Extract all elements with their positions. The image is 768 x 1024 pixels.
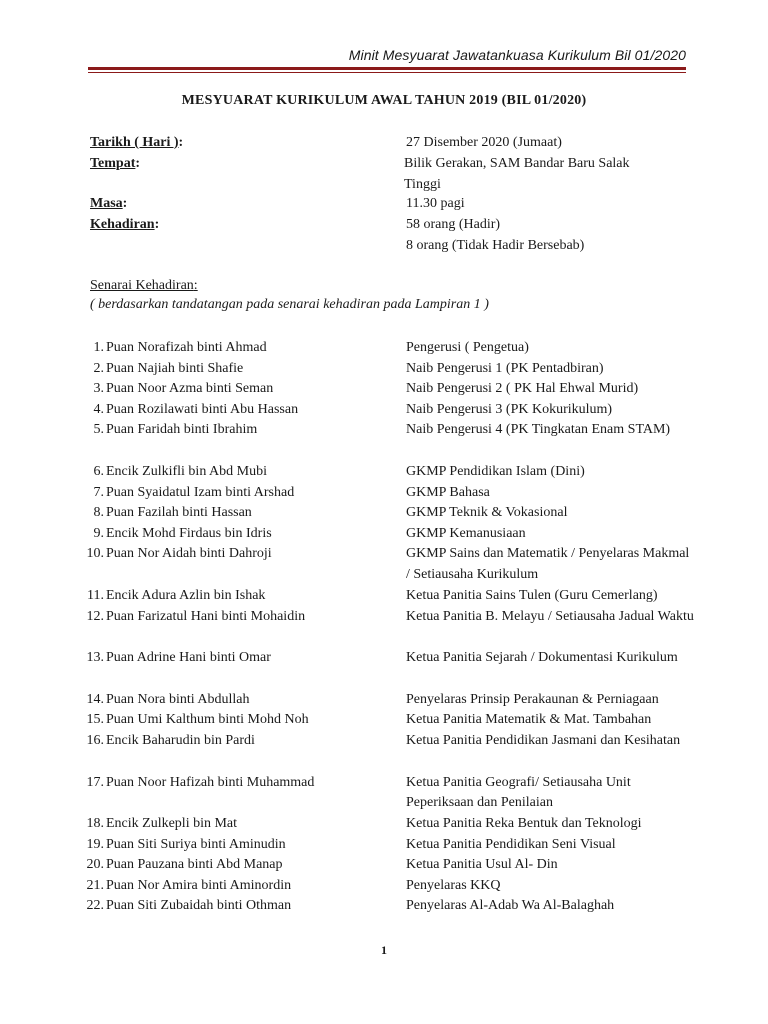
info-date-value: 27 Disember 2020 (Jumaat)	[406, 135, 562, 150]
info-time: Masa:	[90, 196, 128, 211]
attendee-name: Encik Adura Azlin bin Ishak	[106, 588, 266, 603]
attendee-number: 6.	[93, 464, 104, 479]
attendee-number: 18.	[86, 816, 104, 831]
info-time-value: 11.30 pagi	[406, 196, 465, 211]
info-date: Tarikh ( Hari ):	[90, 135, 184, 150]
attendee-name: Puan Noor Azma binti Seman	[106, 381, 274, 397]
attendee-role: Naib Pengerusi 1 (PK Pentadbiran)	[406, 360, 604, 376]
attendee-name: Encik Baharudin bin Pardi	[106, 733, 255, 748]
attendee-number: 17.	[86, 774, 104, 790]
attendee-number: 19.	[86, 836, 104, 852]
attendee-number: 1.	[93, 340, 104, 355]
attendee-name: Puan Najiah binti Shafie	[106, 360, 244, 376]
attendee-name: Puan Nora binti Abdullah	[106, 691, 250, 707]
attendance-heading: Senarai Kehadiran:	[90, 278, 198, 293]
info-place: Tempat:	[90, 156, 141, 171]
info-time-label: Masa	[90, 196, 123, 211]
attendee-number: 15.	[86, 712, 104, 727]
attendee-role: Pengerusi ( Pengetua)	[406, 340, 529, 355]
attendee-number: 14.	[86, 691, 104, 707]
attendee-role: GKMP Bahasa	[406, 484, 490, 500]
attendee-number: 21.	[86, 877, 104, 893]
attendee-name: Puan Adrine Hani binti Omar	[106, 650, 271, 665]
attendee-role: GKMP Kemanusiaan	[406, 525, 526, 541]
attendee-role: Ketua Panitia Usul Al- Din	[406, 857, 558, 873]
attendee-name: Puan Siti Suriya binti Aminudin	[106, 836, 286, 852]
info-attendance-value: 58 orang (Hadir) 8 orang (Tidak Hadir Bersebab)	[406, 217, 585, 253]
running-header: Minit Mesyuarat Jawatankuasa Kurikulum Bil 01/2020	[348, 47, 686, 63]
attendee-role: Ketua Panitia B. Melayu / Setiausaha Jadual Waktu	[406, 608, 694, 624]
attendee-name: Puan Farizatul Hani binti Mohaidin	[106, 608, 306, 624]
attendee-number: 3.	[93, 381, 104, 397]
attendee-name: Puan Rozilawati binti Abu Hassan	[106, 401, 299, 417]
info-place-label: Tempat	[90, 156, 136, 171]
attendee-role: Naib Pengerusi 4 (PK Tingkatan Enam STAM)	[406, 422, 671, 438]
header-rule-thick	[88, 67, 686, 70]
attendee-number: 7.	[93, 484, 104, 500]
attendee-number: 11.	[87, 588, 104, 603]
document-title: MESYUARAT KURIKULUM AWAL TAHUN 2019 (BIL 01/2020)	[181, 93, 587, 108]
attendee-name: Puan Pauzana binti Abd Manap	[106, 857, 283, 873]
attendee-role: Ketua Panitia Pendidikan Seni Visual	[406, 836, 616, 852]
attendee-name: Puan Noor Hafizah binti Muhammad	[106, 774, 315, 790]
attendee-number: 16.	[86, 733, 104, 748]
attendee-number: 22.	[86, 898, 104, 914]
attendance-note: ( berdasarkan tandatangan pada senarai kehadiran pada Lampiran 1 )	[90, 297, 489, 312]
attendee-role: Naib Pengerusi 3 (PK Kokurikulum)	[406, 401, 613, 417]
attendee-role: GKMP Pendidikan Islam (Dini)	[406, 464, 585, 479]
attendee-name: Puan Umi Kalthum binti Mohd Noh	[106, 712, 309, 727]
attendee-role: GKMP Sains dan Matematik / Penyelaras Makmal / Setiausaha Kurikulum	[406, 546, 690, 582]
attendee-role: Naib Pengerusi 2 ( PK Hal Ehwal Murid)	[406, 381, 639, 397]
attendee-number: 2.	[93, 360, 104, 376]
page-number: 1	[381, 943, 387, 957]
attendee-role: Ketua Panitia Sains Tulen (Guru Cemerlang)	[406, 588, 658, 603]
info-date-label: Tarikh ( Hari )	[90, 135, 179, 150]
attendee-role: Ketua Panitia Reka Bentuk dan Teknologi	[406, 816, 642, 831]
attendee-name: Puan Fazilah binti Hassan	[106, 505, 252, 521]
attendee-role: Ketua Panitia Matematik & Mat. Tambahan	[406, 712, 652, 727]
attendee-number: 12.	[86, 608, 104, 624]
attendee-number: 20.	[86, 857, 104, 873]
attendee-name: Puan Norafizah binti Ahmad	[106, 340, 267, 355]
attendee-number: 8.	[93, 505, 104, 521]
attendee-role: Ketua Panitia Sejarah / Dokumentasi Kurikulum	[406, 650, 678, 665]
attendee-role: Ketua Panitia Geografi/ Setiausaha Unit Peperiksaan dan Penilaian	[406, 774, 631, 811]
header-rule-thin	[88, 72, 686, 73]
attendee-name: Puan Syaidatul Izam binti Arshad	[106, 484, 295, 500]
attendee-role: Ketua Panitia Pendidikan Jasmani dan Kesihatan	[406, 733, 681, 748]
attendee-number: 10.	[86, 546, 104, 562]
attendee-number: 9.	[93, 525, 104, 541]
info-attendance: Kehadiran:	[90, 217, 160, 232]
info-place-value: Bilik Gerakan, SAM Bandar Baru Salak Tinggi	[404, 156, 630, 192]
attendee-role: Penyelaras Al-Adab Wa Al-Balaghah	[406, 898, 615, 914]
attendee-role: GKMP Teknik & Vokasional	[406, 505, 568, 521]
attendee-number: 5.	[93, 422, 104, 438]
attendee-name: Encik Mohd Firdaus bin Idris	[106, 525, 272, 541]
attendee-name: Puan Nor Aidah binti Dahroji	[106, 546, 272, 562]
attendee-name: Encik Zulkifli bin Abd Mubi	[106, 464, 267, 479]
attendee-role: Penyelaras Prinsip Perakaunan & Perniagaan	[406, 691, 659, 707]
info-attendance-label: Kehadiran	[90, 217, 155, 232]
attendee-name: Puan Siti Zubaidah binti Othman	[106, 898, 292, 914]
attendee-number: 4.	[93, 401, 104, 417]
attendee-name: Puan Nor Amira binti Aminordin	[106, 877, 292, 893]
attendee-name: Puan Faridah binti Ibrahim	[106, 422, 258, 438]
attendee-role: Penyelaras KKQ	[406, 877, 501, 893]
attendee-name: Encik Zulkepli bin Mat	[106, 816, 238, 831]
attendee-number: 13.	[86, 650, 104, 665]
